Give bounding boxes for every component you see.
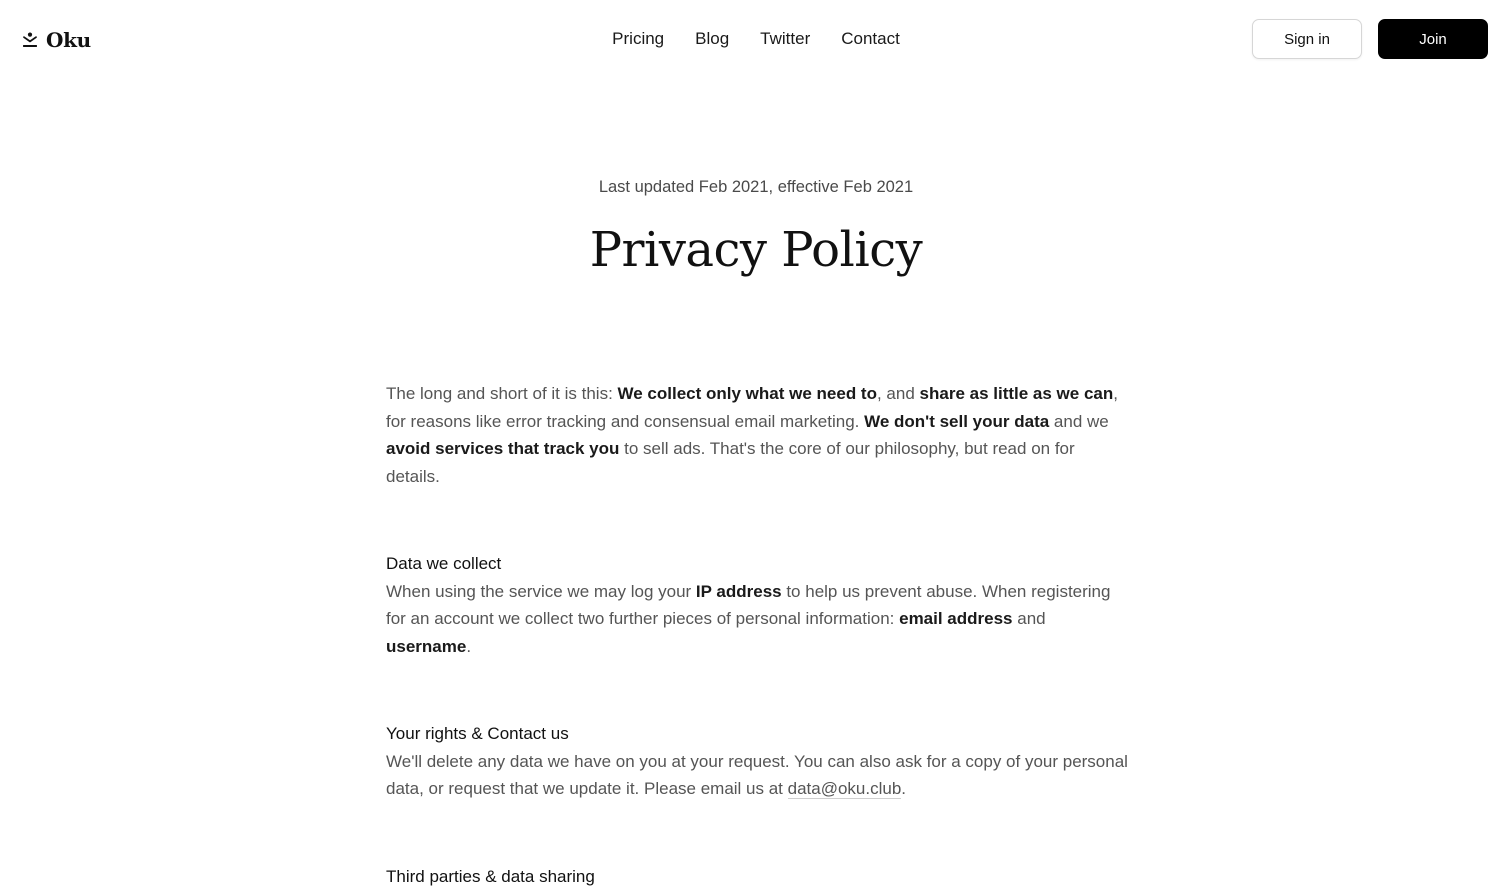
intro-text-5: to sell ads. That's the core of our philosophy, but read on for details. [386,439,1075,486]
intro-bold-4: avoid services that track you [386,439,619,458]
section-text: . [901,779,906,798]
section-bold: username [386,637,466,656]
intro-text-1: The long and short of it is this: [386,384,618,403]
section-heading: Data we collect [386,550,1131,578]
intro-paragraph [386,380,1131,490]
page-title: Privacy Policy [0,218,1512,282]
section-data-we-collect [386,550,1131,660]
email-link[interactable]: data@oku.club [788,779,902,799]
section-heading: Third parties & data sharing [386,863,1131,890]
section-text: . [466,637,471,656]
intro-bold-2: share as little as we can [920,384,1114,403]
intro-text-4: and we [1049,412,1109,431]
section-bold: IP address [696,582,782,601]
section-bold: email address [899,609,1012,628]
nav-pricing[interactable]: Pricing [612,28,664,50]
section-your-rights [386,720,1131,803]
logo-text: Oku [46,28,91,52]
logo-link[interactable] [22,27,91,53]
section-paragraph [386,578,1131,661]
nav-twitter[interactable]: Twitter [760,28,810,50]
section-heading: Your rights & Contact us [386,720,1131,748]
intro-bold-3: We don't sell your data [864,412,1049,431]
section-text: When using the service we may log your [386,582,696,601]
intro-text-3: , for reasons like error tracking and consensual email marketing. [386,384,1118,431]
nav-blog[interactable]: Blog [695,28,729,50]
sign-in-button[interactable]: Sign in [1252,19,1362,59]
nav-contact[interactable]: Contact [841,28,900,50]
intro-bold-1: We collect only what we need to [618,384,877,403]
section-text: and [1013,609,1046,628]
section-text: We'll delete any data we have on you at your request. You can also ask for a copy of your personal data, or request that we update it. Please email us at [386,752,1128,799]
section-paragraph [386,748,1131,803]
book-reader-icon [22,32,38,48]
intro-text-2: , and [877,384,920,403]
join-button[interactable]: Join [1378,19,1488,59]
site-header [0,0,1512,80]
section-text: to help us prevent abuse. When registering for an account we collect two further pieces of personal information: [386,582,1110,629]
last-updated-text: Last updated Feb 2021, effective Feb 2021 [0,176,1512,198]
section-third-parties [386,863,1131,890]
